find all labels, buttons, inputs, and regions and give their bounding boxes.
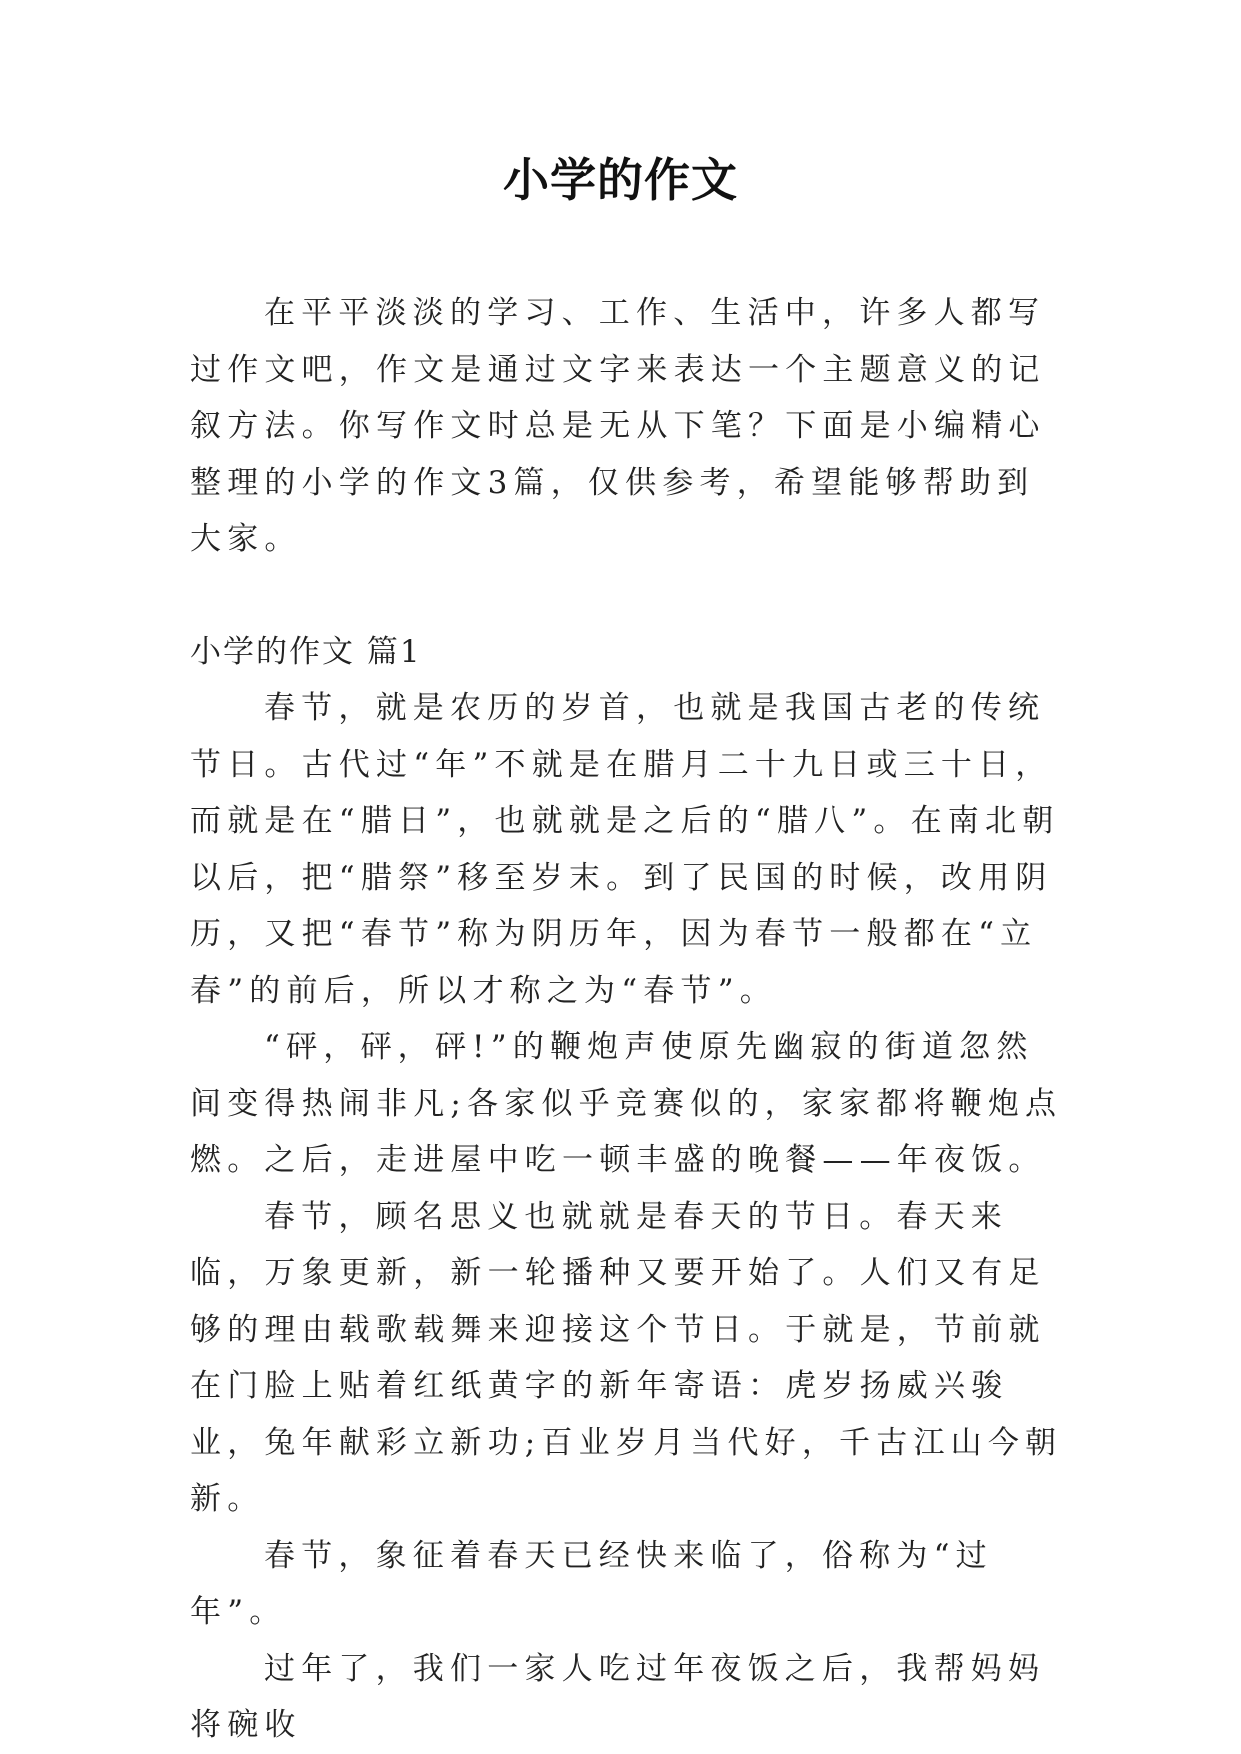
body-paragraph: 春节，象征着春天已经快来临了，俗称为“过年”。 [190,1537,993,1630]
body-paragraph: 春节，顾名思义也就就是春天的节日。春天来临，万象更新，新一轮播种又要开始了。人们又有足够的理由载歌载舞来迎接这个节日。于就是，节前就在门脸上贴着红纸黄字的新年寄语：虎岁扬威兴骏业，兔年献彩立新功;百业岁月当代好，千古江山今朝新。 [190,1198,1063,1517]
page-title: 小学的作文 [503,153,738,207]
intro-paragraph: 在平平淡淡的学习、工作、生活中，许多人都写过作文吧，作文是通过文字来表达一个主题意义的记叙方法。你写作文时总是无从下笔？下面是小编精心整理的小学的作文3篇，仅供参考，希望能够帮助到大家。 [190,295,1046,557]
body-paragraph: 过年了，我们一家人吃过年夜饭之后，我帮妈妈将碗收 [190,1650,1046,1743]
body-paragraph: 春节，就是农历的岁首，也就是我国古老的传统节日。古代过“年”不就是在腊月二十九日或三十日，而就是在“腊日”，也就就是之后的“腊八”。在南北朝以后，把“腊祭”移至岁末。到了民国的时候，改用阴历，又把“春节”称为阴历年，因为春节一般都在“立春”的前后，所以才称之为“春节”。 [190,690,1060,1009]
section-heading: 小学的作文 篇1 [190,633,422,670]
body-paragraph: “砰，砰，砰!”的鞭炮声使原先幽寂的街道忽然间变得热闹非凡;各家似乎竞赛似的，家家都将鞭炮点燃。之后，走进屋中吃一顿丰盛的晚餐——年夜饭。 [190,1029,1063,1178]
document-body [190,285,1070,1754]
